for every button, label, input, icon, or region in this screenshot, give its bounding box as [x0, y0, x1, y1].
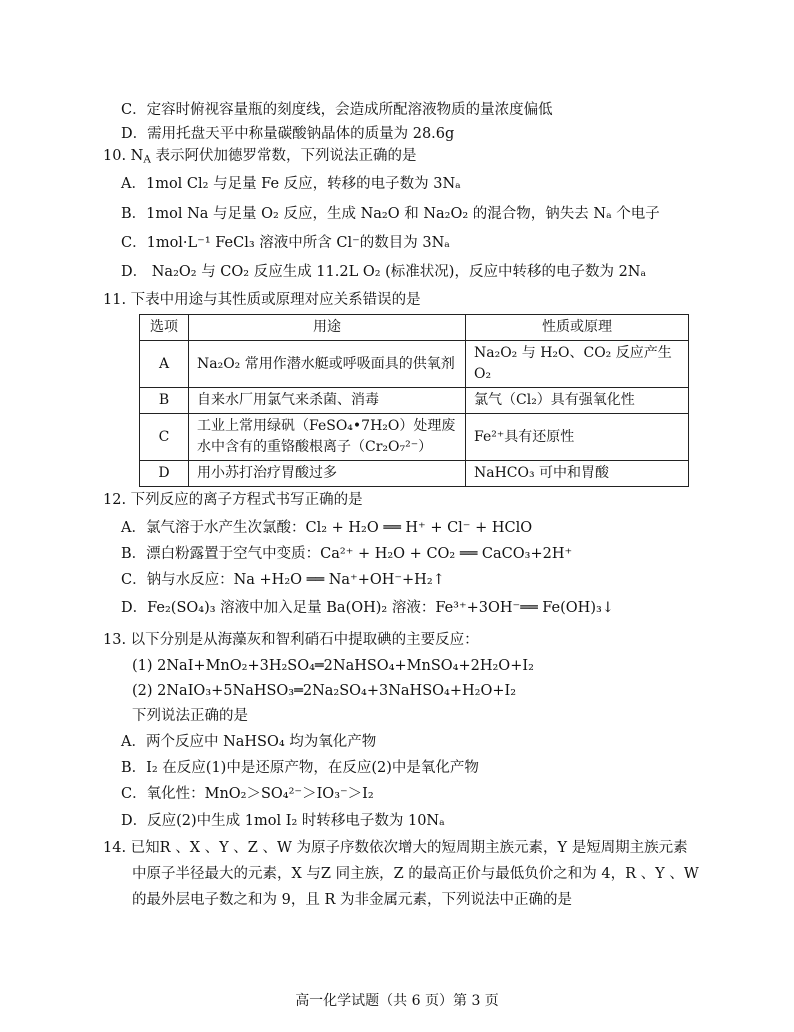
table-cell-principle: 氯气（Cl₂）具有强氧化性: [466, 388, 689, 414]
table-header-cell: 选项: [140, 315, 189, 341]
q9-option-d: D．需用托盘天平中称量碳酸钠晶体的质量为 28.6g: [121, 126, 455, 142]
q13-equation-1: (1) 2NaI+MnO₂+3H₂SO₄═2NaHSO₄+MnSO₄+2H₂O+I₂: [132, 658, 534, 674]
table-cell-use: 自来水厂用氯气来杀菌、消毒: [189, 388, 466, 414]
table-cell-use: Na₂O₂ 常用作潜水艇或呼吸面具的供氧剂: [189, 341, 466, 388]
q13-stem: [103, 630, 479, 650]
q13-equation-2: (2) 2NaIO₃+5NaHSO₃═2Na₂SO₄+3NaHSO₄+H₂O+I₂: [132, 683, 517, 699]
table-cell-use: 用小苏打治疗胃酸过多: [189, 461, 466, 487]
table-header-cell: 用途: [189, 315, 466, 341]
q12-stem: [103, 490, 363, 510]
table-row: [140, 414, 689, 461]
q13-option-b: B．I₂ 在反应(1)中是还原产物，在反应(2)中是氧化产物: [121, 760, 479, 776]
q10-stem-symbol-sub: A: [143, 153, 151, 166]
q11-stem-text: 下表中用途与其性质或原理对应关系错误的是: [130, 292, 421, 308]
q14-line-3: 的最外层电子数之和为 9，且 R 为非金属元素，下列说法中正确的是: [132, 892, 572, 908]
table-row: [140, 341, 689, 388]
q9-option-c: C．定容时俯视容量瓶的刻度线，会造成所配溶液物质的量浓度偏低: [121, 102, 553, 118]
table-cell-principle: NaHCO₃ 可中和胃酸: [466, 461, 689, 487]
table-header-row: [140, 315, 689, 341]
q12-option-c: C．钠与水反应：Na +H₂O ══ Na⁺+OH⁻+H₂↑: [121, 572, 445, 588]
table-cell-option: C: [140, 414, 189, 461]
q13-stem-text: 以下分别是从海藻灰和智利硝石中提取碘的主要反应：: [130, 632, 479, 648]
q10-option-b: B．1mol Na 与足量 O₂ 反应，生成 Na₂O 和 Na₂O₂ 的混合物，钠失去 Nₐ 个电子: [121, 206, 660, 222]
q11-table: [139, 314, 689, 487]
table-cell-principle: Na₂O₂ 与 H₂O、CO₂ 反应产生 O₂: [466, 341, 689, 388]
table-cell-option: A: [140, 341, 189, 388]
q10-option-c: C．1mol·L⁻¹ FeCl₃ 溶液中所含 Cl⁻的数目为 3Nₐ: [121, 235, 450, 251]
q12-option-d: D．Fe₂(SO₄)₃ 溶液中加入足量 Ba(OH)₂ 溶液：Fe³⁺+3OH⁻══ Fe(OH)₃↓: [121, 600, 614, 616]
q13-prompt: 下列说法正确的是: [132, 708, 248, 724]
q10-option-d: D． Na₂O₂ 与 CO₂ 反应生成 11.2L O₂ (标准状况)，反应中转移的电子数为 2Nₐ: [121, 264, 647, 280]
table-cell-use: 工业上常用绿矾（FeSO₄•7H₂O）处理废水中含有的重铬酸根离子（Cr₂O₇²⁻）: [189, 414, 466, 461]
q13-option-d: D．反应(2)中生成 1mol I₂ 时转移电子数为 10Nₐ: [121, 813, 445, 829]
q10-stem-text: 表示阿伏加德罗常数，下列说法正确的是: [150, 148, 417, 164]
q14-stem-line-1: [103, 838, 688, 858]
q13-option-c: C．氧化性：MnO₂＞SO₄²⁻＞IO₃⁻＞I₂: [121, 786, 374, 802]
q10-stem-symbol: N: [130, 148, 144, 164]
q11-stem: [103, 290, 421, 310]
table-header-cell: 性质或原理: [466, 315, 689, 341]
table-row: [140, 461, 689, 487]
q14-line-2: 中原子半径最大的元素，X 与Z 同主族，Z 的最高正价与最低负价之和为 4，R 、Y 、W: [132, 866, 699, 882]
table-row: [140, 388, 689, 414]
q12-option-b: B．漂白粉露置于空气中变质：Ca²⁺ + H₂O + CO₂ ══ CaCO₃+2H⁺: [121, 546, 573, 562]
table-cell-option: B: [140, 388, 189, 414]
q14-line-1: 已知R 、X 、Y 、Z 、W 为原子序数依次增大的短周期主族元素，Y 是短周期主族元素: [130, 840, 688, 856]
question-number: 11.: [103, 292, 127, 308]
question-number: 10.: [103, 148, 127, 164]
question-number: 14.: [103, 840, 127, 856]
q10-option-a: A．1mol Cl₂ 与足量 Fe 反应，转移的电子数为 3Nₐ: [121, 176, 461, 192]
q10-stem: [103, 146, 417, 170]
question-number: 12.: [103, 492, 127, 508]
q12-option-a: A．氯气溶于水产生次氯酸：Cl₂ + H₂O ══ H⁺ + Cl⁻ + HClO: [121, 520, 533, 536]
page-footer: 高一化学试题（共 6 页）第 3 页: [295, 993, 499, 1009]
table-cell-principle: Fe²⁺具有还原性: [466, 414, 689, 461]
q13-option-a: A．两个反应中 NaHSO₄ 均为氧化产物: [121, 734, 377, 750]
question-number: 13.: [103, 632, 127, 648]
q12-stem-text: 下列反应的离子方程式书写正确的是: [130, 492, 363, 508]
table-cell-option: D: [140, 461, 189, 487]
